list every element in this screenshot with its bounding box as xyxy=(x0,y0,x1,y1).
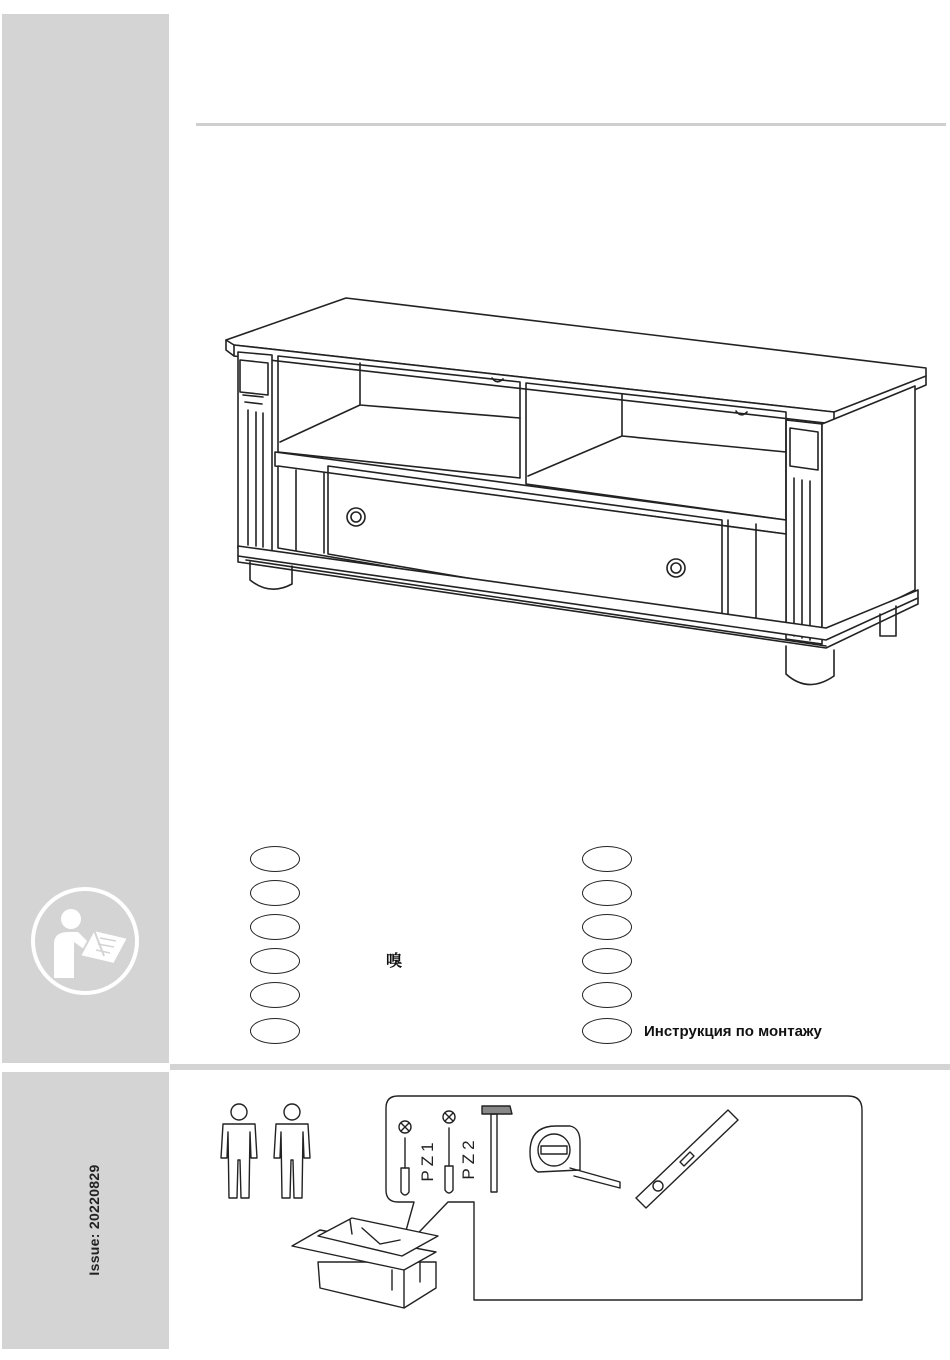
language-row xyxy=(250,982,312,1008)
language-row xyxy=(250,948,312,974)
language-label: Инструкция по монтажу xyxy=(644,1022,822,1040)
issue-date: Issue: 20220829 xyxy=(86,1164,102,1276)
section-divider xyxy=(170,1064,950,1070)
language-row xyxy=(250,1018,312,1044)
language-row xyxy=(250,914,312,940)
tv-stand-drawing xyxy=(220,290,932,690)
language-oval xyxy=(250,982,300,1008)
language-oval xyxy=(250,1018,300,1044)
screwdriver-2-label: PZ2 xyxy=(459,1136,478,1180)
language-oval xyxy=(582,846,632,872)
language-row xyxy=(250,880,312,906)
language-oval xyxy=(582,948,632,974)
language-oval xyxy=(250,846,300,872)
tools-illustration xyxy=(200,1088,880,1348)
language-row xyxy=(582,948,644,974)
language-oval xyxy=(582,1018,632,1044)
language-oval xyxy=(250,948,300,974)
language-row xyxy=(582,846,644,872)
language-row xyxy=(582,982,644,1008)
toolbox-icon xyxy=(292,1218,438,1308)
screwdriver-1-label: PZ1 xyxy=(418,1138,437,1182)
language-row xyxy=(582,914,644,940)
language-oval xyxy=(582,914,632,940)
language-row xyxy=(582,880,644,906)
language-oval xyxy=(582,880,632,906)
language-oval xyxy=(250,880,300,906)
header-rule xyxy=(196,123,946,126)
language-oval xyxy=(250,914,300,940)
language-oval xyxy=(582,982,632,1008)
language-glyph: 嗅 xyxy=(386,953,403,970)
read-manual-icon xyxy=(30,886,140,996)
language-row xyxy=(582,1018,822,1044)
language-row xyxy=(250,846,312,872)
person-icon xyxy=(221,1104,257,1198)
person-icon xyxy=(274,1104,310,1198)
